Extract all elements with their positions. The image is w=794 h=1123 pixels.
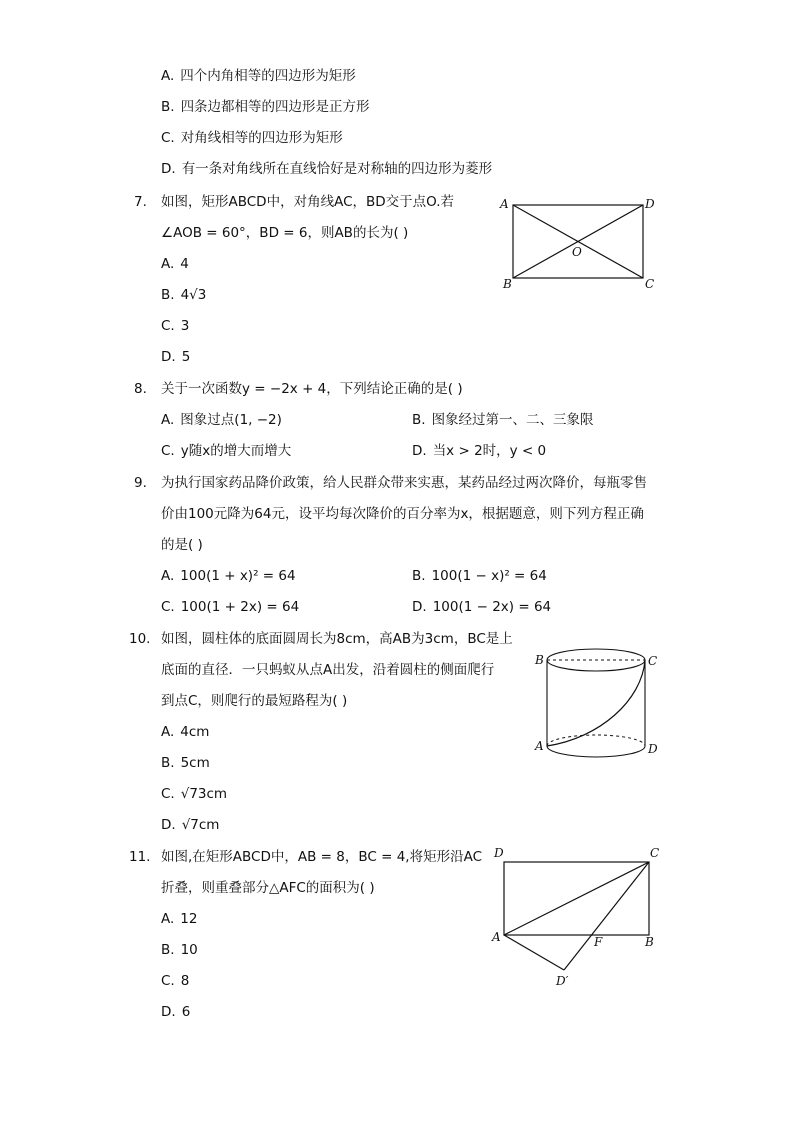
q8-option-d (412, 442, 546, 460)
label-a: A (492, 930, 501, 944)
option-text: √7cm (181, 817, 220, 833)
q8-option-b (412, 411, 594, 429)
q7-stem-line2: ∠AOB = 60°，BD = 6，则AB的长为( ) (161, 225, 409, 241)
option-text: 8 (180, 973, 190, 989)
q7-option-d (161, 348, 190, 366)
q6-option-b (161, 98, 370, 116)
q10-stem-line2: 底面的直径．一只蚂蚁从点A出发，沿着圆柱的侧面爬行 (161, 662, 495, 678)
q6-option-d (161, 160, 492, 178)
q7-stem-line1: 如图，矩形ABCD中，对角线AC，BD交于点O.若 (161, 194, 455, 210)
q7-option-a (161, 255, 189, 273)
option-label: A. (161, 911, 175, 927)
option-label: D. (161, 161, 176, 177)
q7-option-b (161, 286, 206, 304)
q10-option-c (161, 785, 227, 803)
option-text: 12 (180, 911, 198, 927)
option-label: B. (161, 287, 175, 303)
option-text: 图象经过第一、二、三象限 (431, 412, 594, 428)
option-text: 四个内角相等的四边形为矩形 (180, 68, 356, 84)
option-text: 100(1 − x)² = 64 (431, 568, 547, 584)
option-label: C. (161, 318, 175, 334)
q11-option-a (161, 910, 197, 928)
label-d: D (648, 742, 658, 756)
option-text: 5 (181, 349, 191, 365)
option-text: 100(1 − 2x) = 64 (432, 599, 552, 615)
label-d-prime: D′ (556, 974, 569, 988)
q10-stem-line1: 如图，圆柱体的底面圆周长为8cm，高AB为3cm，BC是上 (161, 631, 513, 647)
option-label: A. (161, 568, 175, 584)
q9-stem-line3: 的是( ) (161, 537, 203, 553)
option-label: B. (412, 568, 426, 584)
bottom-front-arc (547, 746, 645, 757)
q11-fold-figure (488, 842, 668, 992)
option-text: √73cm (180, 786, 228, 802)
option-text: 当x > 2时，y < 0 (432, 443, 547, 459)
option-text: 有一条对角线所在直线恰好是对称轴的四边形为菱形 (181, 161, 493, 177)
label-d: D (645, 197, 655, 211)
option-text: 100(1 + 2x) = 64 (180, 599, 300, 615)
label-a: A (535, 739, 544, 753)
q9-number: 9. (134, 475, 147, 491)
option-label: A. (161, 68, 175, 84)
option-text: 3 (180, 318, 190, 334)
q11-stem-line1: 如图,在矩形ABCD中，AB = 8，BC = 4,将矩形沿AC (161, 849, 483, 865)
q11-stem-line2: 折叠，则重叠部分△AFC的面积为( ) (161, 880, 375, 896)
q9-stem-line1: 为执行国家药品降价政策，给人民群众带来实惠，某药品经过两次降价，每瓶零售 (161, 475, 647, 491)
option-label: B. (412, 412, 426, 428)
q11-option-b (161, 941, 198, 959)
q10-cylinder-figure (530, 640, 670, 780)
label-b: B (503, 277, 512, 291)
option-label: A. (161, 724, 175, 740)
option-label: C. (161, 786, 175, 802)
option-label: D. (412, 599, 427, 615)
q8-number: 8. (134, 381, 147, 397)
option-label: D. (161, 817, 176, 833)
label-f: F (594, 935, 603, 949)
label-o: O (572, 245, 582, 259)
option-label: B. (161, 942, 175, 958)
option-label: D. (161, 1004, 176, 1020)
option-label: B. (161, 755, 175, 771)
segment-cd-prime (564, 862, 649, 970)
q7-option-c (161, 317, 189, 335)
label-c: C (648, 654, 658, 668)
option-text: y随x的增大而增大 (180, 443, 292, 459)
q11-option-d (161, 1003, 190, 1021)
option-label: C. (161, 973, 175, 989)
q11-number: 11. (129, 849, 151, 865)
label-b: B (645, 935, 654, 949)
label-d: D (494, 846, 504, 860)
option-text: 四条边都相等的四边形是正方形 (180, 99, 370, 115)
option-text: 4 (180, 256, 189, 272)
option-text: 对角线相等的四边形为矩形 (180, 130, 343, 146)
q7-number: 7. (134, 194, 147, 210)
option-label: D. (161, 349, 176, 365)
q6-option-c (161, 129, 343, 147)
q7-rectangle-figure (495, 192, 665, 292)
option-label: A. (161, 256, 175, 272)
option-label: B. (161, 99, 175, 115)
option-text: 10 (180, 942, 198, 958)
q9-option-b (412, 567, 547, 585)
q10-option-d (161, 816, 219, 834)
option-label: A. (161, 412, 175, 428)
q9-option-c (161, 598, 299, 616)
ant-path (547, 660, 645, 746)
option-text: 4cm (180, 724, 210, 740)
q6-option-a (161, 67, 356, 85)
q10-option-a (161, 723, 209, 741)
diagonal-ac (504, 862, 649, 935)
option-label: C. (161, 443, 175, 459)
label-b: B (535, 653, 544, 667)
segment-ad-prime (504, 935, 564, 970)
option-label: D. (412, 443, 427, 459)
option-text: 100(1 + x)² = 64 (180, 568, 296, 584)
option-label: C. (161, 599, 175, 615)
option-text: 5cm (180, 755, 210, 771)
q10-number: 10. (129, 631, 151, 647)
label-c: C (650, 846, 660, 860)
option-text: 图象过点(1, −2) (180, 412, 282, 428)
option-text: 6 (181, 1004, 191, 1020)
option-label: C. (161, 130, 175, 146)
q11-option-c (161, 972, 189, 990)
q9-option-a (161, 567, 296, 585)
label-a: A (500, 197, 509, 211)
q10-stem-line3: 到点C，则爬行的最短路程为( ) (161, 693, 348, 709)
q8-option-c (161, 442, 291, 460)
q8-stem: 关于一次函数y = −2x + 4，下列结论正确的是( ) (161, 381, 463, 397)
q8-option-a (161, 411, 282, 429)
label-c: C (645, 277, 655, 291)
q9-stem-line2: 价由100元降为64元，设平均每次降价的百分率为x，根据题意，则下列方程正确 (161, 506, 644, 522)
q9-option-d (412, 598, 551, 616)
option-text: 4√3 (180, 287, 207, 303)
bottom-back-arc (547, 735, 645, 746)
q10-option-b (161, 754, 210, 772)
